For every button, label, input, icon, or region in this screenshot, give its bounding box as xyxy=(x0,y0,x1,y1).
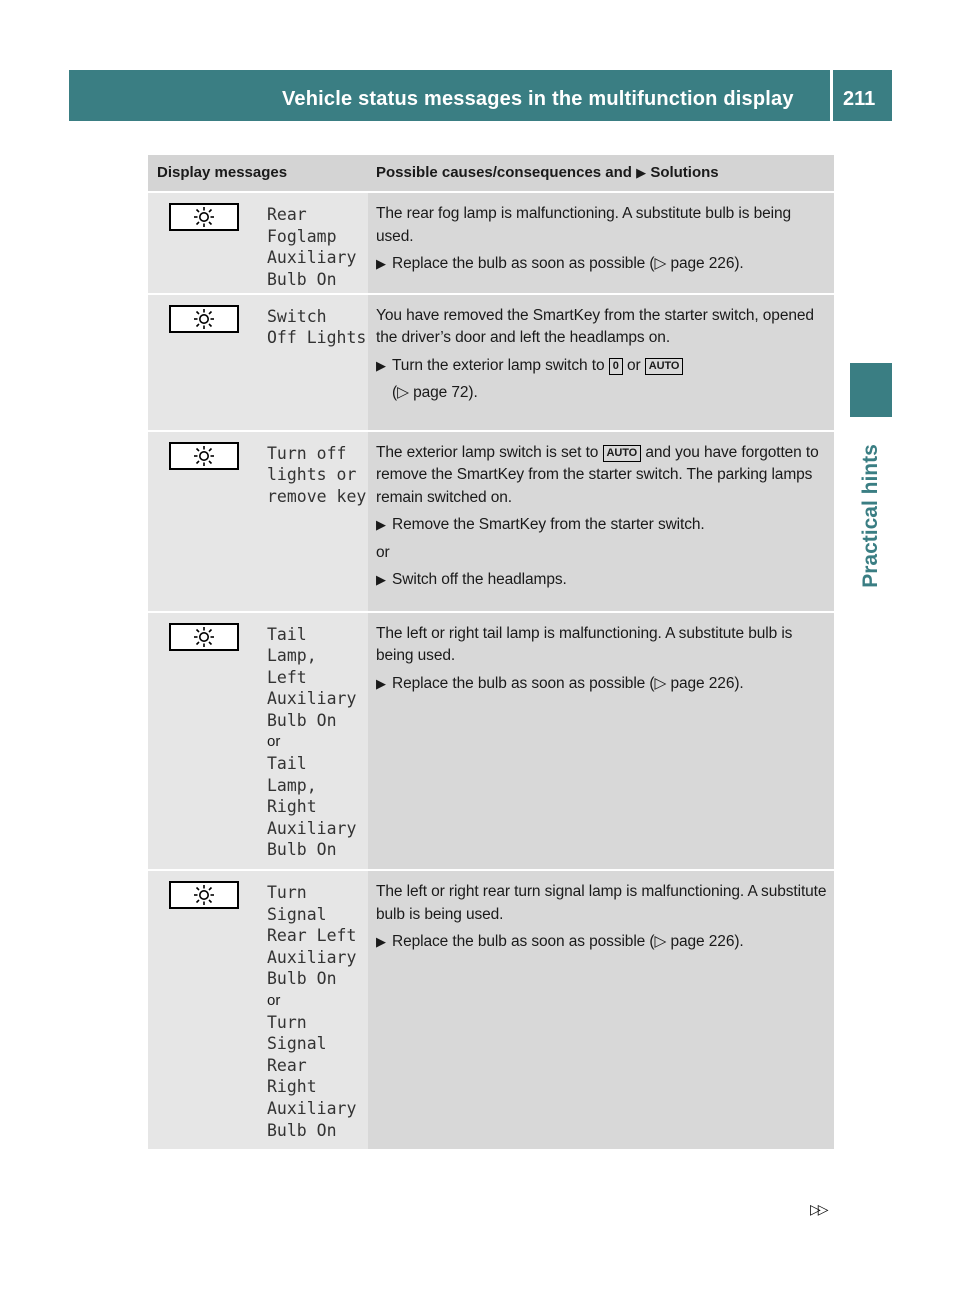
column-header-solutions: Possible causes/consequences and ▶ Solutions xyxy=(368,155,834,192)
message-cell: Turn off lights or remove key xyxy=(259,431,368,612)
solution-cell: The left or right rear turn signal lamp is malfunctioning. A substitute bulb is being used. ▶ Replace the bulb as soon as possible (▷ page 226). xyxy=(368,870,834,1149)
solution-cell: The rear fog lamp is malfunctioning. A substitute bulb is being used. ▶ Replace the bulb as soon as possible (▷ page 226). xyxy=(368,192,834,294)
step-arrow-icon: ▶ xyxy=(376,357,386,373)
lamp-icon xyxy=(169,305,239,333)
solution-arrow-icon: ▶ xyxy=(636,164,647,180)
step-arrow-icon: ▶ xyxy=(376,517,386,532)
step-arrow-icon: ▶ xyxy=(376,934,386,950)
status-messages-table xyxy=(148,155,834,1149)
icon-cell xyxy=(148,612,259,871)
switch-position-0-icon: 0 xyxy=(609,358,623,375)
lamp-icon xyxy=(169,623,239,651)
header-divider xyxy=(830,70,833,121)
continued-marker: ▷▷ xyxy=(810,1201,826,1217)
table-header-row xyxy=(148,155,834,192)
step-arrow-icon: ▶ xyxy=(376,256,386,271)
icon-cell xyxy=(148,192,259,294)
column-header-display-messages: Display messages xyxy=(148,155,368,192)
icon-cell xyxy=(148,870,259,1149)
solution-cell: You have removed the SmartKey from the starter switch, opened the driver’s door and left the headlamps on. ▶ Turn the exterior lamp switch to 0 or AUTO (▷ page 72). xyxy=(368,294,834,431)
table-row xyxy=(148,870,834,1149)
table-row xyxy=(148,192,834,294)
solution-cell: The exterior lamp switch is set to AUTO and you have forgotten to remove the SmartKey from the starter switch. The parking lamps remain switched on. ▶ Remove the SmartKey from the starter switch. or ▶ Switch off the headlamps. xyxy=(368,431,834,612)
message-cell: Turn Signal Rear Left Auxiliary Bulb On or Turn Signal Rear Right Auxiliary Bulb On xyxy=(259,870,368,1149)
table-row xyxy=(148,431,834,612)
solution-cell: The left or right tail lamp is malfunctioning. A substitute bulb is being used. ▶ Replace the bulb as soon as possible (▷ page 226). xyxy=(368,612,834,871)
page-number: 211 xyxy=(843,88,876,110)
lamp-icon xyxy=(169,442,239,470)
page-header-title: Vehicle status messages in the multifunction display xyxy=(282,88,794,110)
message-cell: Tail Lamp, Left Auxiliary Bulb On or Tail Lamp, Right Auxiliary Bulb On xyxy=(259,612,368,871)
icon-cell xyxy=(148,431,259,612)
table-row xyxy=(148,612,834,871)
table-row xyxy=(148,294,834,431)
step-arrow-icon: ▶ xyxy=(376,572,386,587)
section-tab-marker xyxy=(850,363,892,417)
step-arrow-icon: ▶ xyxy=(376,675,386,691)
message-cell: Switch Off Lights xyxy=(259,294,368,431)
section-tab-label: Practical hints xyxy=(859,444,882,588)
switch-position-auto-icon: AUTO xyxy=(645,358,684,375)
message-cell: Rear Foglamp Auxiliary Bulb On xyxy=(259,192,368,294)
lamp-icon xyxy=(169,203,239,231)
lamp-icon xyxy=(169,881,239,909)
switch-position-auto-icon: AUTO xyxy=(603,445,642,462)
icon-cell xyxy=(148,294,259,431)
